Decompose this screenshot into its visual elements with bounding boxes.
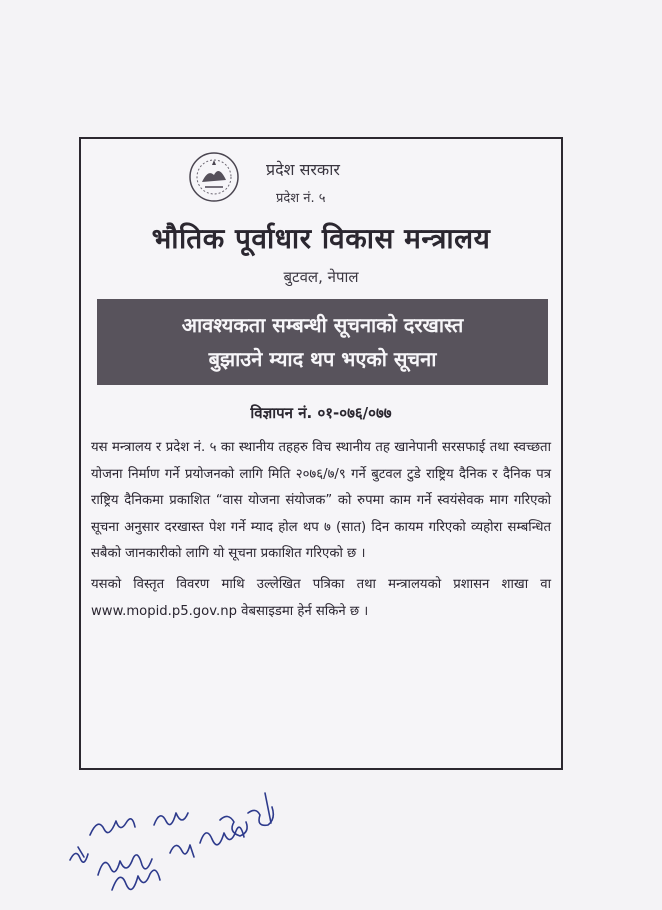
notice-body <box>91 435 551 625</box>
notice-headline-banner <box>97 299 548 385</box>
advertisement-number: विज्ञापन नं. ०१-०७६/०७७ <box>250 404 392 422</box>
province-label: प्रदेश नं. ५ <box>276 191 326 206</box>
body-paragraph-1: यस मन्त्रालय र प्रदेश नं. ५ का स्थानीय तहहरु विच स्थानीय तह खानेपानी सरसफाई तथा स्वच्छता योजना निर्माण गर्ने प्रयोजनको लागि मिति २०७६/७/९ गर्ने बुटवल टुडे राष्ट्रिय दैनिक र दैनिक पत्र राष्ट्रिय दैनिकमा प्रकाशित “वास योजना संयोजक” को रुपमा काम गर्ने स्वयंसेवक माग गरिएको सूचना अनुसार दरखास्त पेश गर्ने म्याद होल थप ७ (सात) दिन कायम गरिएको व्यहोरा सम्बन्धित सबैको जानकारीको लागि यो सूचना प्रकाशित गरिएको छ । <box>91 440 551 562</box>
nepal-emblem-icon <box>188 151 240 203</box>
government-title: प्रदेश सरकार <box>266 160 340 179</box>
location-label: बुटवल, नेपाल <box>283 268 359 286</box>
handwritten-signature <box>60 765 300 895</box>
ministry-title: भौतिक पूर्वाधार विकास मन्त्रालय <box>151 222 491 255</box>
body-paragraph-2: यसको विस्तृत विवरण माथि उल्लेखित पत्रिका तथा मन्त्रालयको प्रशासन शाखा वा www.mopid.p5.gov.np वेबसाइडमा हेर्न सकिने छ । <box>91 576 551 619</box>
banner-line-1: आवश्यकता सम्बन्धी सूचनाको दरखास्त <box>181 313 464 337</box>
banner-line-2: बुझाउने म्याद थप भएको सूचना <box>208 347 437 371</box>
notice-box <box>79 137 563 770</box>
